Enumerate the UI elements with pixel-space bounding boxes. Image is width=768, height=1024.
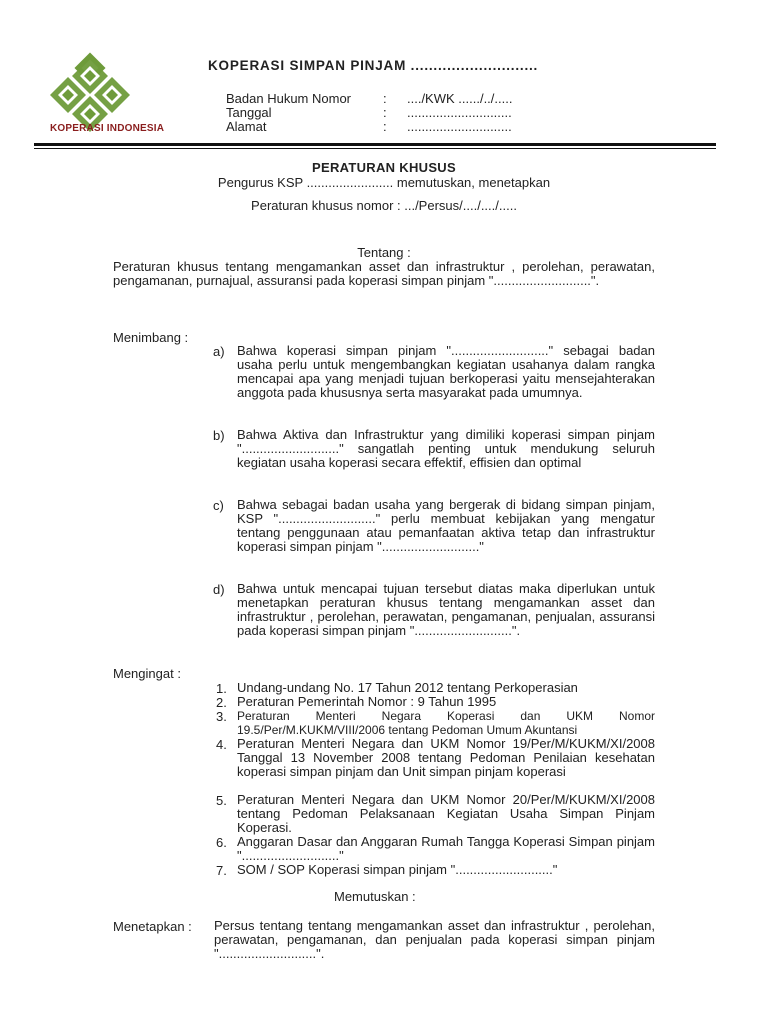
menimbang-marker: b) bbox=[213, 428, 225, 443]
mengingat-item-4: Peraturan Menteri Negara dan UKM Nomor 19/Per/M/KUKM/XI/2008 Tanggal 13 November 2008 tentang Pedoman Penilaian kesehatan koperasi simpan pinjam dan Unit simpan pinjam koperasi bbox=[237, 736, 655, 779]
meta-colon: : bbox=[383, 105, 387, 120]
document-subtitle: Pengurus KSP ........................ memutuskan, menetapkan bbox=[217, 175, 551, 190]
mengingat-marker: 4. bbox=[216, 737, 227, 752]
menimbang-item-d: Bahwa untuk mencapai tujuan tersebut diatas maka diperlukan untuk menetapkan peraturan khusus tentang mengamankan asset dan infrastruktur , perolehan, perawatan, pengamanan, penjualan, assuransi pada koperasi simpan pinjam "...........................". bbox=[237, 581, 655, 638]
menimbang-label: Menimbang : bbox=[113, 330, 189, 345]
mengingat-marker: 7. bbox=[216, 863, 227, 878]
meta-row-tanggal bbox=[226, 105, 512, 120]
menimbang-marker: d) bbox=[213, 582, 225, 597]
menimbang-marker: a) bbox=[213, 344, 225, 359]
mengingat-marker: 5. bbox=[216, 793, 227, 808]
menimbang-marker: c) bbox=[213, 498, 224, 513]
menetapkan-text: Persus tentang tentang mengamankan asset dan infrastruktur , perolehan, perawatan, pengamanan, dan penjualan pada koperasi simpan pinjam "...........................". bbox=[214, 918, 655, 961]
mengingat-marker: 1. bbox=[216, 681, 227, 696]
meta-colon: : bbox=[383, 119, 387, 134]
memutuskan-label: Memutuskan : bbox=[334, 889, 416, 904]
meta-row-alamat bbox=[226, 119, 512, 134]
mengingat-item-6: Anggaran Dasar dan Anggaran Rumah Tangga Koperasi Simpan pinjam "..........................." bbox=[237, 834, 655, 863]
mengingat-item-5: Peraturan Menteri Negara dan UKM Nomor 20/Per/M/KUKM/XI/2008 tentang Pedoman Pelaksanaan Kegiatan Usaha Simpan Pinjam Koperasi. bbox=[237, 792, 655, 835]
meta-value: ..../KWK ....../../..... bbox=[407, 91, 513, 106]
menimbang-item-c: Bahwa sebagai badan usaha yang bergerak di bidang simpan pinjam, KSP "..........................." perlu membuat kebijakan yang mengatur tentang penggunaan atau pemanfaatan aktiva tetap dan infrastruktur koperasi simpan pinjam "..........................." bbox=[237, 497, 655, 554]
menetapkan-label: Menetapkan : bbox=[113, 919, 192, 934]
meta-value: ............................. bbox=[407, 119, 512, 134]
mengingat-item-2: Peraturan Pemerintah Nomor : 9 Tahun 1995 bbox=[237, 694, 497, 709]
meta-label: Tanggal bbox=[226, 105, 272, 120]
meta-value: ............................. bbox=[407, 105, 512, 120]
meta-label: Alamat bbox=[226, 119, 267, 134]
mengingat-marker: 2. bbox=[216, 695, 227, 710]
tentang-text: Peraturan khusus tentang mengamankan asset dan infrastruktur , perolehan, perawatan, pengamanan, purnajual, assuransi pada koperasi simpan pinjam "...........................". bbox=[113, 259, 655, 288]
menimbang-item-b: Bahwa Aktiva dan Infrastruktur yang dimiliki koperasi simpan pinjam "..........................." sangatlah penting untuk mendukung seluruh kegiatan usaha koperasi secara effektif, effisien dan optimal bbox=[237, 427, 655, 470]
document-title: PERATURAN KHUSUS bbox=[312, 160, 456, 175]
meta-label: Badan Hukum Nomor bbox=[226, 91, 351, 106]
regulation-number: Peraturan khusus nomor : .../Persus/..../..../..... bbox=[251, 198, 517, 213]
mengingat-item-1: Undang-undang No. 17 Tahun 2012 tentang Perkoperasian bbox=[237, 680, 578, 695]
mengingat-marker: 6. bbox=[216, 835, 227, 850]
mengingat-item-3: Peraturan Menteri Negara Koperasi dan UKM Nomor 19.5/Per/M.KUKM/VIII/2006 tentang Pedoman Umum Akuntansi bbox=[237, 709, 655, 737]
menimbang-item-a: Bahwa koperasi simpan pinjam "..........................." sebagai badan usaha perlu untuk mengembangkan kegiatan usahanya dalam rangka mencapai apa yang menjadi tujuan berkoperasi yaitu mensejahterakan anggota pada khususnya serta masyarakat pada umumnya. bbox=[237, 343, 655, 400]
header-rule-thin bbox=[34, 148, 716, 149]
meta-row-badan-hukum bbox=[226, 91, 512, 106]
tentang-label: Tentang : bbox=[357, 245, 411, 260]
meta-colon: : bbox=[383, 91, 387, 106]
mengingat-marker: 3. bbox=[216, 709, 227, 724]
header-rule-thick bbox=[34, 143, 716, 146]
logo-caption: KOPERASI INDONESIA bbox=[50, 123, 165, 134]
mengingat-label: Mengingat : bbox=[113, 666, 181, 681]
organization-title: KOPERASI SIMPAN PINJAM ............................ bbox=[208, 58, 539, 73]
mengingat-item-7: SOM / SOP Koperasi simpan pinjam "..........................." bbox=[237, 862, 558, 877]
